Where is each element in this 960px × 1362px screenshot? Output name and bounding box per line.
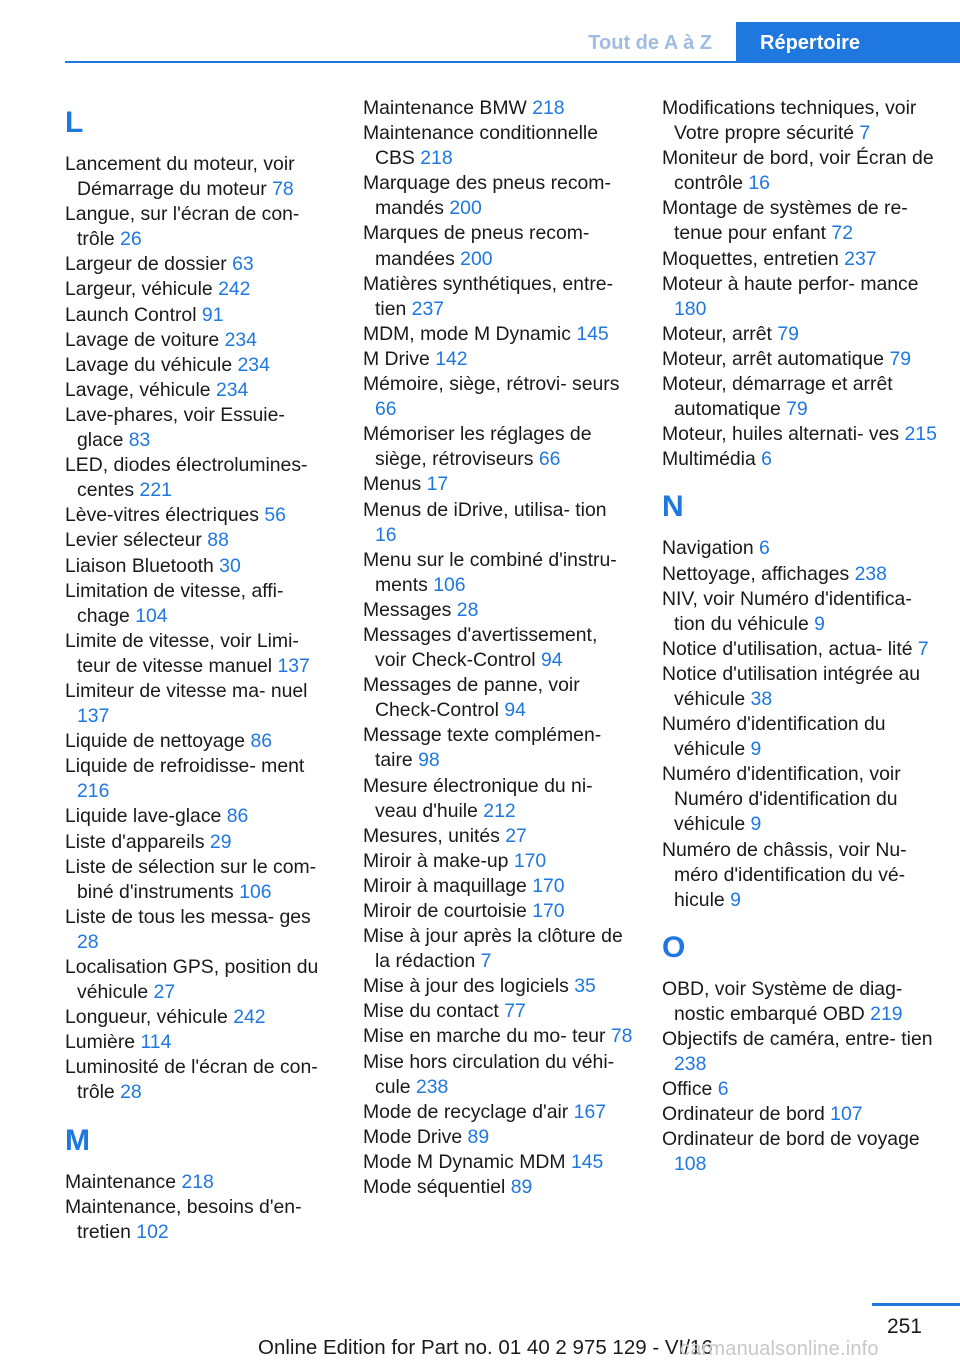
entry-text: Moteur, huiles alternati‐ ves bbox=[662, 423, 900, 446]
index-entry bbox=[363, 874, 633, 899]
index-entry bbox=[65, 754, 335, 804]
page-link[interactable]: 78 bbox=[610, 1025, 633, 1048]
section-letter: L bbox=[65, 106, 84, 139]
page-link[interactable]: 94 bbox=[540, 649, 563, 672]
entry-text: Launch Control bbox=[65, 303, 197, 326]
page-link[interactable]: 114 bbox=[140, 1031, 172, 1054]
page-link[interactable]: 30 bbox=[219, 554, 241, 577]
page-link[interactable]: 86 bbox=[250, 730, 273, 753]
entry-text: Multimédia bbox=[662, 448, 756, 471]
entry-text: Mode Drive bbox=[363, 1125, 463, 1148]
entry-text: Lumière bbox=[65, 1031, 136, 1054]
page-link[interactable]: 167 bbox=[573, 1100, 607, 1123]
page-link[interactable]: 28 bbox=[456, 598, 479, 621]
index-entry bbox=[65, 152, 335, 202]
page-link[interactable]: 98 bbox=[418, 749, 440, 772]
index-entry bbox=[363, 1050, 633, 1100]
index-entry bbox=[662, 96, 942, 146]
header-tabs bbox=[564, 22, 960, 62]
entry-text: Localisation GPS, position du véhicule bbox=[65, 956, 319, 1004]
page-link[interactable]: 137 bbox=[277, 654, 310, 677]
index-entry bbox=[65, 252, 335, 277]
index-entry bbox=[65, 353, 335, 378]
page-link[interactable]: 27 bbox=[153, 981, 176, 1004]
page-link[interactable]: 79 bbox=[786, 398, 808, 421]
index-entry bbox=[662, 838, 942, 913]
entry-text: Miroir à maquillage bbox=[363, 874, 527, 897]
index-entry bbox=[363, 598, 633, 623]
page-link[interactable]: 212 bbox=[483, 799, 516, 822]
page-link[interactable]: 106 bbox=[433, 573, 466, 596]
page-link[interactable]: 83 bbox=[128, 429, 151, 452]
index-entry bbox=[363, 498, 633, 548]
index-entry bbox=[662, 1102, 942, 1127]
entry-text: Menu sur le combiné d'instru‐ ments bbox=[363, 548, 617, 596]
entry-text: Moteur, arrêt bbox=[662, 322, 772, 345]
page-link[interactable]: 137 bbox=[77, 705, 110, 728]
page-link[interactable]: 237 bbox=[844, 247, 877, 270]
entry-text: Ordinateur de bord bbox=[662, 1103, 825, 1126]
index-entry bbox=[363, 1150, 633, 1175]
page-link[interactable]: 79 bbox=[777, 322, 799, 345]
entry-text: Mise à jour des logiciels bbox=[363, 975, 569, 998]
entry-text: Levier sélecteur bbox=[65, 529, 202, 552]
page-link[interactable]: 216 bbox=[77, 780, 110, 803]
page-link[interactable]: 56 bbox=[264, 504, 286, 527]
entry-text: Office bbox=[662, 1078, 713, 1101]
index-entry bbox=[662, 1027, 942, 1077]
index-entry bbox=[65, 1030, 335, 1055]
page-link[interactable]: 145 bbox=[576, 322, 609, 345]
entry-text: Liquide de refroidisse‐ ment bbox=[65, 755, 305, 778]
entry-text: Marquage des pneus recom‐ mandés bbox=[363, 172, 611, 220]
page-link[interactable]: 234 bbox=[237, 353, 270, 376]
index-entry bbox=[65, 1170, 335, 1195]
index-entry bbox=[662, 637, 942, 662]
index-entry bbox=[662, 372, 942, 422]
index-entry bbox=[65, 202, 335, 252]
entry-text: Mise en marche du mo‐ teur bbox=[363, 1025, 606, 1048]
section-letter: N bbox=[662, 490, 684, 524]
page-link[interactable]: 7 bbox=[859, 122, 871, 145]
index-entry bbox=[363, 221, 633, 271]
entry-text: Messages d'avertissement, voir Check-Control bbox=[363, 623, 598, 672]
page-link[interactable]: 218 bbox=[532, 97, 565, 119]
watermark: carmanualsonline.info bbox=[680, 1338, 879, 1360]
page-link[interactable]: 16 bbox=[375, 523, 397, 546]
page-link[interactable]: 79 bbox=[889, 347, 912, 370]
entry-text: Lavage, véhicule bbox=[65, 378, 211, 401]
page-link[interactable]: 218 bbox=[420, 147, 453, 170]
index-entry bbox=[662, 662, 942, 712]
entry-text: Mode de recyclage d'air bbox=[363, 1100, 569, 1123]
entry-text: Maintenance conditionnelle CBS bbox=[363, 122, 599, 170]
page-link[interactable]: 219 bbox=[870, 1002, 903, 1025]
index-entry bbox=[363, 774, 633, 824]
entry-text: Mise hors circulation du véhi‐ cule bbox=[363, 1050, 615, 1098]
index-entry bbox=[662, 1077, 942, 1102]
index-entry bbox=[363, 121, 633, 171]
entry-text: Numéro de châssis, voir Nu‐ méro d'identification du vé‐ hicule bbox=[662, 838, 907, 911]
index-entry bbox=[65, 729, 335, 754]
page-link[interactable]: 238 bbox=[415, 1075, 449, 1098]
index-entry bbox=[363, 623, 633, 673]
index-entry bbox=[65, 804, 335, 829]
index-entry bbox=[65, 1195, 335, 1245]
page-link[interactable]: 170 bbox=[532, 874, 565, 897]
page-link[interactable]: 9 bbox=[814, 612, 825, 635]
page-link[interactable]: 9 bbox=[750, 738, 762, 761]
page-link[interactable]: 221 bbox=[139, 479, 172, 502]
index-entry bbox=[363, 322, 633, 347]
entry-text: Maintenance, besoins d'en‐ tretien bbox=[65, 1195, 302, 1243]
entry-text: OBD, voir Système de diag‐ nostic embarqué OBD bbox=[662, 977, 903, 1025]
entry-text: Mesures, unités bbox=[363, 824, 500, 847]
page-link[interactable]: 94 bbox=[504, 699, 526, 722]
entry-text: Liquide de nettoyage bbox=[65, 730, 246, 753]
page-link[interactable]: 66 bbox=[375, 398, 397, 421]
entry-text: Liaison Bluetooth bbox=[65, 554, 214, 577]
tab-repertoire[interactable]: Répertoire bbox=[736, 22, 960, 62]
entry-text: Montage de systèmes de re‐ tenue pour enfant bbox=[662, 197, 908, 245]
index-entry bbox=[363, 999, 633, 1024]
entry-text: Limitation de vitesse, affi‐ chage bbox=[65, 579, 284, 627]
entry-text: Menus bbox=[363, 473, 422, 496]
footer-edition: Online Edition for Part no. 01 40 2 975 129 - VI/16 bbox=[258, 1336, 713, 1359]
entry-text: Numéro d'identification du véhicule bbox=[662, 713, 886, 761]
page-link[interactable]: 242 bbox=[233, 1006, 266, 1029]
index-entry bbox=[363, 548, 633, 598]
index-entry bbox=[363, 1175, 633, 1200]
index-entry bbox=[662, 196, 942, 246]
page-number: 251 bbox=[886, 1315, 922, 1338]
page-link[interactable]: 170 bbox=[513, 849, 547, 872]
page-link[interactable]: 238 bbox=[854, 562, 887, 585]
entry-text: Mise à jour après la clôture de la rédaction bbox=[363, 925, 623, 973]
page-link[interactable]: 242 bbox=[218, 278, 251, 301]
page-link[interactable]: 6 bbox=[717, 1078, 729, 1101]
index-entry bbox=[65, 855, 335, 905]
page-link[interactable]: 27 bbox=[505, 824, 527, 847]
page-link[interactable]: 28 bbox=[120, 1081, 142, 1104]
entry-text: Limiteur de vitesse ma‐ nuel bbox=[65, 679, 308, 702]
index-entry bbox=[363, 372, 633, 422]
page-link[interactable]: 91 bbox=[201, 303, 224, 326]
entry-text: Largeur de dossier bbox=[65, 253, 227, 276]
page-link[interactable]: 35 bbox=[574, 975, 596, 998]
page-link[interactable]: 63 bbox=[232, 253, 254, 276]
index-entry bbox=[363, 1100, 633, 1125]
entry-text: Langue, sur l'écran de con‐ trôle bbox=[65, 203, 300, 251]
entry-text: Miroir à make-up bbox=[363, 849, 509, 872]
page-link[interactable]: 107 bbox=[830, 1103, 863, 1126]
page-link[interactable]: 238 bbox=[674, 1053, 707, 1076]
entry-text: Menus de iDrive, utilisa‐ tion bbox=[363, 498, 607, 521]
index-entry bbox=[65, 679, 335, 729]
entry-text: Mémoriser les réglages de siège, rétroviseurs bbox=[363, 423, 592, 471]
index-entry bbox=[662, 1127, 942, 1177]
page-link[interactable]: 234 bbox=[224, 328, 257, 351]
index-entry bbox=[65, 955, 335, 1005]
index-entry bbox=[363, 924, 633, 974]
page-link[interactable]: 218 bbox=[181, 1170, 214, 1193]
index-entry bbox=[65, 403, 335, 453]
entry-text: Moteur, arrêt automatique bbox=[662, 347, 885, 370]
page-link[interactable]: 237 bbox=[411, 297, 445, 320]
page-link[interactable]: 6 bbox=[759, 537, 770, 560]
index-entry bbox=[65, 378, 335, 403]
page-link[interactable]: 78 bbox=[272, 178, 294, 201]
entry-text: Limite de vitesse, voir Limi‐ teur de vitesse manuel bbox=[65, 629, 299, 677]
index-entry bbox=[65, 1005, 335, 1030]
index-entry bbox=[662, 272, 942, 322]
index-entry bbox=[662, 977, 942, 1027]
index-entry bbox=[65, 905, 335, 955]
index-entry bbox=[65, 629, 335, 679]
entry-text: Liquide lave-glace bbox=[65, 805, 222, 828]
index-entry bbox=[65, 579, 335, 629]
index-column-3 bbox=[662, 96, 942, 1178]
page-link[interactable]: 9 bbox=[730, 888, 741, 911]
index-entry bbox=[65, 328, 335, 353]
index-entry bbox=[662, 447, 942, 472]
page-link[interactable]: 200 bbox=[460, 247, 493, 270]
page-link[interactable]: 89 bbox=[467, 1125, 490, 1148]
page-link[interactable]: 29 bbox=[209, 830, 232, 853]
page-link[interactable]: 26 bbox=[120, 228, 142, 251]
page-link[interactable]: 17 bbox=[426, 473, 449, 496]
page-link[interactable]: 106 bbox=[239, 880, 272, 903]
index-entry bbox=[65, 453, 335, 503]
page-link[interactable]: 9 bbox=[750, 813, 762, 836]
index-entry bbox=[662, 762, 942, 837]
tab-tout-de-a-a-z[interactable]: Tout de A à Z bbox=[564, 22, 736, 62]
entry-text: Liste d'appareils bbox=[65, 830, 205, 853]
page-link[interactable]: 145 bbox=[570, 1150, 604, 1173]
index-entry bbox=[363, 673, 633, 723]
section-letter: O bbox=[662, 930, 686, 964]
entry-text: Modifications techniques, voir Votre propre sécurité bbox=[662, 97, 917, 145]
entry-text: Notice d'utilisation intégrée au véhicule bbox=[662, 662, 921, 710]
entry-text: Miroir de courtoisie bbox=[363, 900, 527, 922]
index-entry bbox=[363, 824, 633, 849]
entry-text: Objectifs de caméra, entre‐ tien bbox=[662, 1028, 933, 1050]
entry-text: NIV, voir Numéro d'identifica‐ tion du véhicule bbox=[662, 587, 912, 635]
page-link[interactable]: 89 bbox=[510, 1176, 533, 1199]
entry-text: M Drive bbox=[363, 347, 430, 370]
index-entry bbox=[65, 303, 335, 328]
page-link[interactable]: 86 bbox=[226, 805, 249, 828]
entry-text: Messages bbox=[363, 598, 452, 621]
page-link[interactable]: 16 bbox=[748, 172, 770, 195]
entry-text: Lave-phares, voir Essuie- glace bbox=[65, 403, 285, 452]
index-entry bbox=[662, 712, 942, 762]
index-entry bbox=[363, 974, 633, 999]
index-entry bbox=[363, 1125, 633, 1150]
entry-text: MDM, mode M Dynamic bbox=[363, 322, 571, 345]
page-link[interactable]: 142 bbox=[435, 347, 468, 370]
page-link[interactable]: 180 bbox=[674, 297, 707, 320]
footer-rule bbox=[872, 1303, 960, 1306]
page-link[interactable]: 28 bbox=[77, 930, 99, 953]
entry-text: Marques de pneus recom‐ mandées bbox=[363, 222, 590, 270]
page-link[interactable]: 234 bbox=[215, 378, 249, 401]
entry-text: Moteur, démarrage et arrêt automatique bbox=[662, 373, 893, 421]
index-entry bbox=[662, 422, 942, 447]
page-link[interactable]: 102 bbox=[136, 1220, 169, 1243]
entry-text: Message texte complémen‐ taire bbox=[363, 724, 602, 772]
index-entry bbox=[363, 472, 633, 497]
page-link[interactable]: 77 bbox=[504, 1000, 526, 1023]
page-link[interactable]: 215 bbox=[904, 423, 937, 446]
index-entry bbox=[662, 322, 942, 347]
page-link[interactable]: 72 bbox=[831, 222, 853, 245]
page-link[interactable]: 104 bbox=[135, 604, 168, 627]
index-entry bbox=[662, 247, 942, 272]
index-entry bbox=[65, 528, 335, 553]
entry-text: Notice d'utilisation, actua‐ lité bbox=[662, 637, 913, 660]
header-rule bbox=[65, 61, 960, 63]
index-entry bbox=[363, 171, 633, 221]
entry-text: Navigation bbox=[662, 537, 754, 560]
index-entry bbox=[65, 554, 335, 579]
entry-text: LED, diodes électrolumines‐ centes bbox=[65, 454, 308, 502]
entry-text: Mise du contact bbox=[363, 1000, 499, 1023]
index-entry bbox=[662, 587, 942, 637]
entry-text: Luminosité de l'écran de con‐ trôle bbox=[65, 1056, 318, 1104]
entry-text: Lavage du véhicule bbox=[65, 353, 233, 376]
entry-text: Mode M Dynamic MDM bbox=[363, 1150, 566, 1173]
index-column-1 bbox=[65, 96, 335, 1245]
page-link[interactable]: 7 bbox=[917, 637, 929, 660]
page-link[interactable]: 108 bbox=[674, 1153, 707, 1176]
entry-text: Liste de tous les messa‐ ges bbox=[65, 905, 311, 928]
entry-text: Longueur, véhicule bbox=[65, 1006, 228, 1029]
entry-text: Moteur à haute perfor‐ mance bbox=[662, 272, 919, 295]
index-entry bbox=[363, 1024, 633, 1049]
entry-text: Maintenance BMW bbox=[363, 97, 527, 119]
index-entry bbox=[65, 277, 335, 302]
index-entry bbox=[363, 723, 633, 773]
entry-text: Lavage de voiture bbox=[65, 328, 220, 351]
index-entry bbox=[65, 503, 335, 528]
entry-text: Numéro d'identification, voir Numéro d'identification du véhicule bbox=[662, 763, 901, 836]
entry-text: Largeur, véhicule bbox=[65, 278, 213, 301]
entry-text: Mesure électronique du ni‐ veau d'huile bbox=[363, 774, 593, 822]
index-entry bbox=[662, 146, 942, 196]
index-entry bbox=[363, 849, 633, 874]
entry-text: Ordinateur de bord de voyage bbox=[662, 1128, 920, 1151]
index-entry bbox=[662, 536, 942, 561]
page-link[interactable]: 88 bbox=[207, 529, 229, 552]
entry-text: Matières synthétiques, entre‐ tien bbox=[363, 272, 614, 320]
index-entry bbox=[363, 422, 633, 472]
index-entry bbox=[65, 830, 335, 855]
entry-text: Lève-vitres électriques bbox=[65, 504, 259, 527]
index-entry bbox=[662, 347, 942, 372]
index-entry bbox=[662, 562, 942, 587]
entry-text: Messages de panne, voir Check-Control bbox=[363, 674, 580, 722]
index-entry bbox=[65, 1055, 335, 1105]
entry-text: Moniteur de bord, voir Écran de contrôle bbox=[662, 147, 934, 195]
index-entry bbox=[363, 899, 633, 924]
entry-text: Nettoyage, affichages bbox=[662, 562, 850, 585]
entry-text: Moquettes, entretien bbox=[662, 247, 839, 270]
page-link[interactable]: 66 bbox=[538, 448, 561, 471]
page-link[interactable]: 200 bbox=[449, 197, 482, 220]
index-column-2 bbox=[363, 96, 633, 1200]
entry-text: Mémoire, siège, rétrovi‐ seurs bbox=[363, 373, 620, 396]
page-link[interactable]: 38 bbox=[750, 687, 773, 710]
entry-text: Lancement du moteur, voir Démarrage du moteur bbox=[65, 153, 295, 201]
page-link[interactable]: 6 bbox=[761, 448, 772, 471]
page-link[interactable]: 7 bbox=[480, 950, 492, 973]
entry-text: Liste de sélection sur le com‐ biné d'instruments bbox=[65, 855, 317, 903]
index-entry bbox=[363, 272, 633, 322]
index-entry bbox=[363, 96, 633, 121]
page-link[interactable]: 170 bbox=[532, 900, 565, 922]
section-letter: M bbox=[65, 1123, 90, 1157]
entry-text: Maintenance bbox=[65, 1170, 177, 1193]
index-entry bbox=[363, 347, 633, 372]
entry-text: Mode séquentiel bbox=[363, 1176, 506, 1199]
